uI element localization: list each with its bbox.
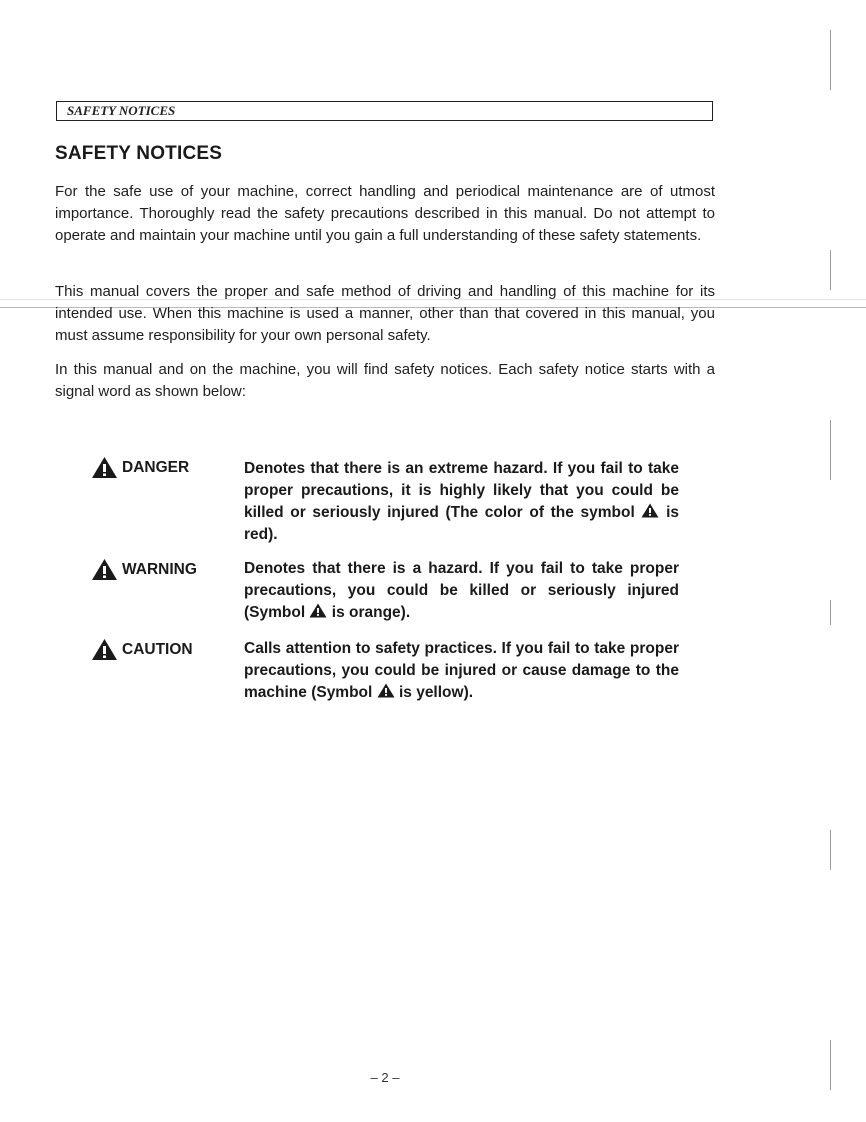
warning-triangle-icon (377, 683, 395, 698)
caution-description (244, 638, 679, 704)
danger-signal-word: DANGER (122, 458, 190, 476)
warning-text-start: Denotes that there is a hazard. If you fail to take proper precautions, you could be killed or seriously injured (Symbol (244, 560, 679, 621)
warning-triangle-icon (91, 638, 118, 661)
page-title: SAFETY NOTICES (55, 143, 223, 164)
warning-signal-word: WARNING (122, 560, 197, 578)
warning-triangle-icon (91, 456, 118, 479)
warning-triangle-icon (309, 603, 327, 618)
section-header-box: SAFETY NOTICES (56, 101, 713, 121)
warning-label (91, 558, 197, 581)
page-number: – 2 – (370, 1070, 400, 1085)
scan-edge-line (830, 420, 831, 480)
scan-edge-line (830, 30, 831, 90)
caution-text-end: is yellow). (394, 684, 474, 701)
warning-triangle-icon (91, 558, 118, 581)
intro-paragraph-2: This manual covers the proper and safe method of driving and handling of this machine for its intended use. When this machine is used a manner, other than that covered in this manual, you must assume responsibility for your own personal safety. (55, 283, 715, 344)
scan-edge-line (830, 1040, 831, 1090)
danger-text-start: Denotes that there is an extreme hazard. If you fail to take proper precautions, it is highly likely that you could be killed or seriously injured (The color of the symbol (244, 460, 679, 521)
warning-triangle-icon (641, 503, 659, 518)
danger-description (244, 458, 679, 546)
scan-edge-line (830, 830, 831, 870)
caution-text-start: Calls attention to safety practices. If you fail to take proper precautions, you could be injured or cause damage to the machine (Symbol (244, 640, 679, 701)
scan-edge-line (830, 250, 831, 290)
warning-text-end: is orange). (327, 604, 411, 621)
caution-label (91, 638, 193, 661)
danger-label (91, 456, 189, 479)
intro-paragraph-3: In this manual and on the machine, you will find safety notices. Each safety notice starts with a signal word as shown below: (55, 361, 715, 400)
intro-paragraph-1: For the safe use of your machine, correct handling and periodical maintenance are of utmost importance. Thoroughly read the safety precautions described in this manual. Do not attempt to operate and maintain your machine until you gain a full understanding of these safety statements. (55, 183, 715, 244)
scan-edge-line (830, 600, 831, 625)
warning-description (244, 558, 679, 624)
caution-signal-word: CAUTION (122, 640, 193, 658)
danger-text-end: is red). (244, 504, 680, 543)
